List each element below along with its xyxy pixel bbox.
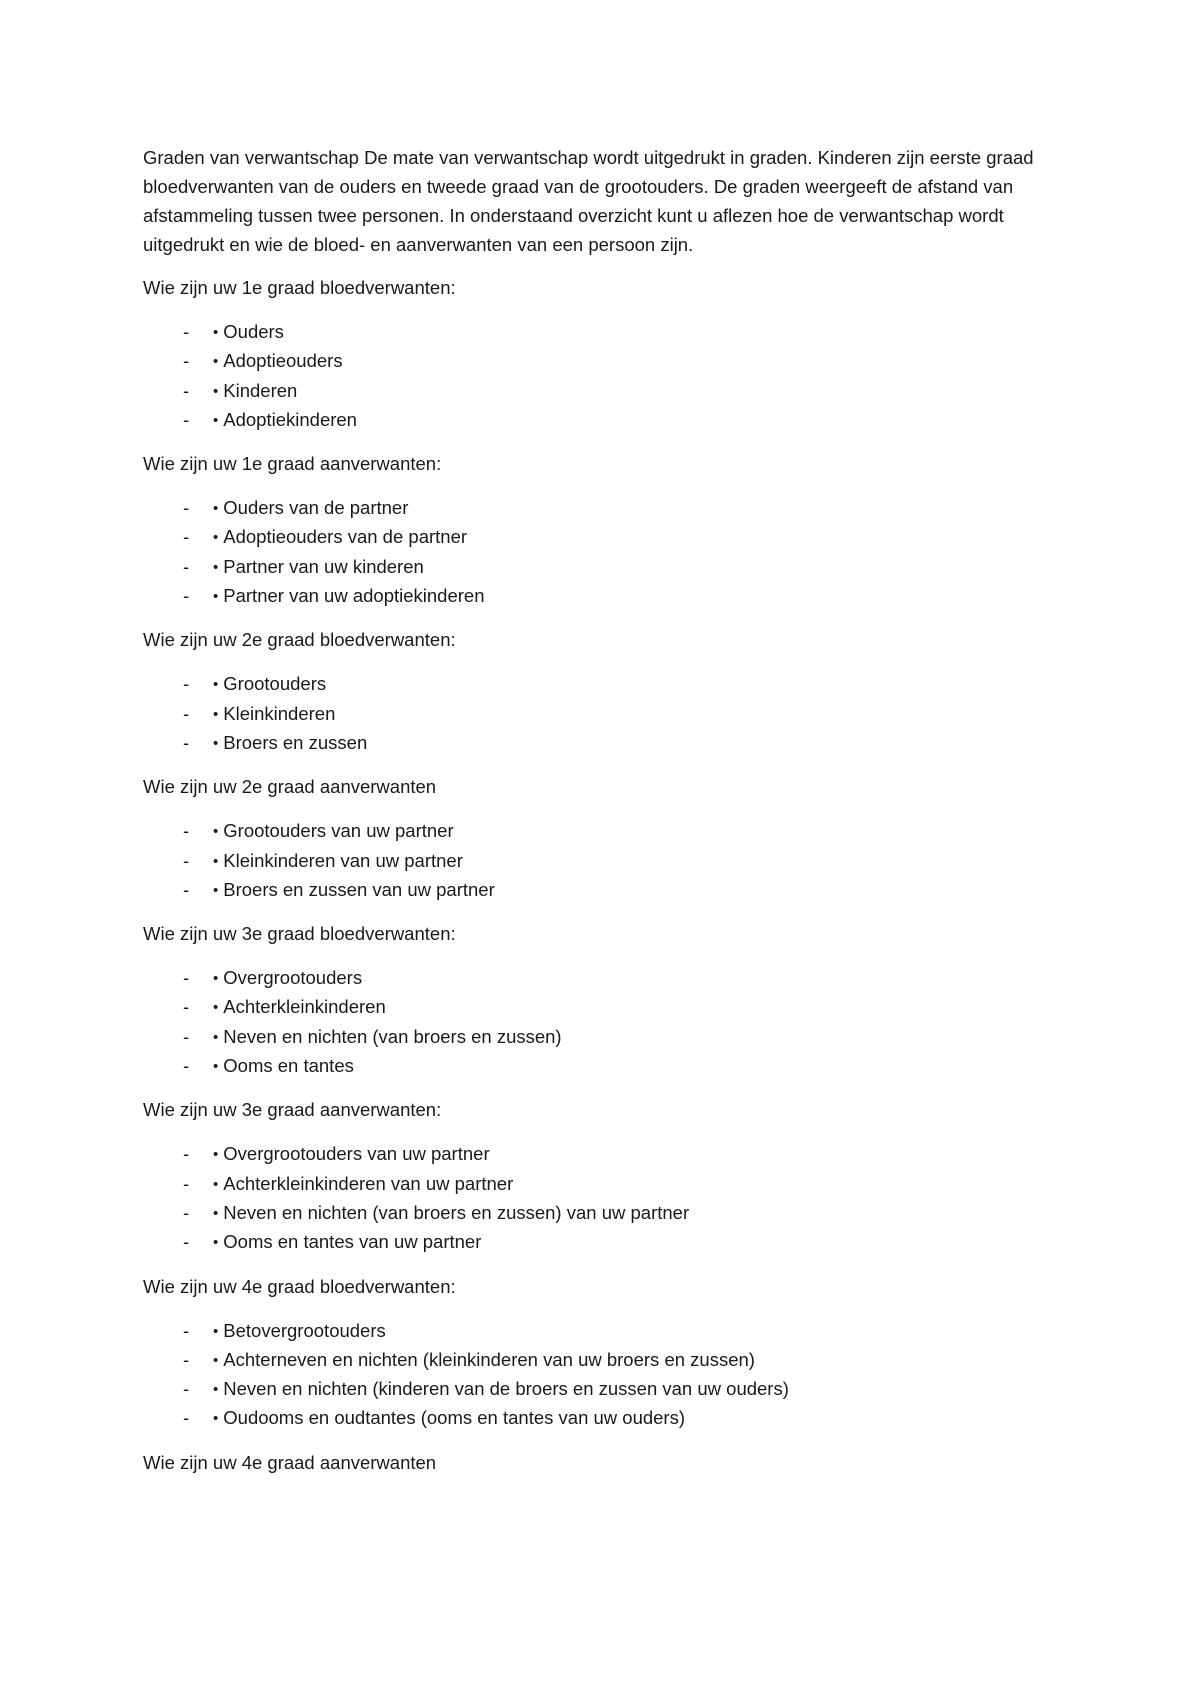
bullet-list bbox=[143, 1316, 1063, 1433]
list-item bbox=[143, 963, 1063, 992]
list-item bbox=[143, 493, 1063, 522]
bullet-icon: • bbox=[213, 1204, 219, 1222]
list-item bbox=[143, 728, 1063, 757]
list-item bbox=[143, 346, 1063, 375]
section-heading: Wie zijn uw 2e graad aanverwanten bbox=[143, 776, 437, 798]
bullet-icon: • bbox=[213, 676, 219, 694]
dash-marker: - bbox=[183, 408, 190, 430]
list-item-text: Grootouders van uw partner bbox=[223, 820, 454, 842]
bullet-icon: • bbox=[213, 1410, 219, 1428]
list-item bbox=[143, 1403, 1063, 1432]
bullet-list bbox=[143, 1139, 1063, 1256]
list-item bbox=[143, 1316, 1063, 1345]
bullet-icon: • bbox=[213, 1058, 219, 1076]
bullet-icon: • bbox=[213, 1381, 219, 1399]
list-item-text: Oudooms en oudtantes (ooms en tantes van uw ouders) bbox=[223, 1407, 686, 1429]
list-item-text: Neven en nichten (van broers en zussen) van uw partner bbox=[223, 1201, 690, 1223]
bullet-list bbox=[143, 963, 1063, 1080]
list-item bbox=[143, 699, 1063, 728]
bullet-icon: • bbox=[213, 382, 219, 400]
dash-marker: - bbox=[183, 673, 190, 695]
list-item bbox=[143, 1345, 1063, 1374]
list-item-text: Adoptiekinderen bbox=[223, 408, 357, 430]
dash-marker: - bbox=[183, 1231, 190, 1253]
list-item-text: Broers en zussen van uw partner bbox=[223, 878, 495, 900]
dash-marker: - bbox=[183, 1025, 190, 1047]
dash-marker: - bbox=[183, 1055, 190, 1077]
dash-marker: - bbox=[183, 820, 190, 842]
bullet-icon: • bbox=[213, 500, 219, 518]
bullet-list bbox=[143, 669, 1063, 757]
dash-marker: - bbox=[183, 996, 190, 1018]
bullet-icon: • bbox=[213, 588, 219, 606]
dash-marker: - bbox=[183, 1348, 190, 1370]
dash-marker: - bbox=[183, 1201, 190, 1223]
dash-marker: - bbox=[183, 731, 190, 753]
bullet-list bbox=[143, 493, 1063, 610]
dash-marker: - bbox=[183, 1143, 190, 1165]
bullet-icon: • bbox=[213, 1146, 219, 1164]
list-item-text: Partner van uw adoptiekinderen bbox=[223, 585, 485, 607]
list-item-text: Achterneven en nichten (kleinkinderen van uw broers en zussen) bbox=[223, 1348, 755, 1370]
dash-marker: - bbox=[183, 1378, 190, 1400]
list-item bbox=[143, 1169, 1063, 1198]
section-heading: Wie zijn uw 1e graad aanverwanten: bbox=[143, 453, 442, 475]
list-item bbox=[143, 1198, 1063, 1227]
section-heading: Wie zijn uw 4e graad bloedverwanten: bbox=[143, 1275, 456, 1297]
intro-paragraph: Graden van verwantschap De mate van verwantschap wordt uitgedrukt in graden. Kinderen zijn eerste graad bloedverwanten van de ouders en tweede graad van de grootouders. De graden weergeeft de afstand van afstammeling tussen twee personen. In onderstaand overzicht kunt u aflezen hoe de verwantschap wordt uitgedrukt en wie de bloed- en aanverwanten van een persoon zijn. bbox=[143, 147, 1034, 255]
list-item bbox=[143, 1227, 1063, 1256]
bullet-icon: • bbox=[213, 1351, 219, 1369]
list-item bbox=[143, 1139, 1063, 1168]
list-item bbox=[143, 581, 1063, 610]
list-item-text: Neven en nichten (van broers en zussen) bbox=[223, 1025, 562, 1047]
list-item-text: Ooms en tantes bbox=[223, 1055, 354, 1077]
section-heading: Wie zijn uw 4e graad aanverwanten bbox=[143, 1451, 437, 1473]
list-item-text: Neven en nichten (kinderen van de broers en zussen van uw ouders) bbox=[223, 1378, 789, 1400]
list-item-text: Overgrootouders van uw partner bbox=[223, 1143, 490, 1165]
sections-container bbox=[143, 275, 1063, 1476]
list-item-text: Kinderen bbox=[223, 379, 298, 401]
list-item bbox=[143, 1022, 1063, 1051]
bullet-list bbox=[143, 317, 1063, 434]
bullet-icon: • bbox=[213, 970, 219, 988]
list-item-text: Partner van uw kinderen bbox=[223, 555, 424, 577]
dash-marker: - bbox=[183, 967, 190, 989]
dash-marker: - bbox=[183, 497, 190, 519]
list-item bbox=[143, 376, 1063, 405]
list-item bbox=[143, 405, 1063, 434]
dash-marker: - bbox=[183, 849, 190, 871]
list-item-text: Betovergrootouders bbox=[223, 1319, 386, 1341]
bullet-icon: • bbox=[213, 705, 219, 723]
dash-marker: - bbox=[183, 350, 190, 372]
dash-marker: - bbox=[183, 585, 190, 607]
dash-marker: - bbox=[183, 526, 190, 548]
dash-marker: - bbox=[183, 555, 190, 577]
list-item-text: Achterkleinkinderen van uw partner bbox=[223, 1172, 514, 1194]
bullet-icon: • bbox=[213, 734, 219, 752]
bullet-icon: • bbox=[213, 1175, 219, 1193]
bullet-icon: • bbox=[213, 324, 219, 341]
bullet-list bbox=[143, 816, 1063, 904]
bullet-icon: • bbox=[213, 1028, 219, 1046]
dash-marker: - bbox=[183, 702, 190, 724]
section-heading: Wie zijn uw 2e graad bloedverwanten: bbox=[143, 629, 456, 651]
dash-marker: - bbox=[183, 321, 190, 342]
bullet-icon: • bbox=[213, 411, 219, 429]
bullet-icon: • bbox=[213, 1322, 219, 1340]
list-item-text: Ouders van de partner bbox=[223, 497, 409, 519]
list-item bbox=[143, 1374, 1063, 1403]
list-item-text: Ouders bbox=[223, 321, 284, 342]
dash-marker: - bbox=[183, 1172, 190, 1194]
bullet-icon: • bbox=[213, 353, 219, 371]
dash-marker: - bbox=[183, 1407, 190, 1429]
list-item bbox=[143, 875, 1063, 904]
list-item bbox=[143, 1051, 1063, 1080]
list-item bbox=[143, 669, 1063, 698]
section-heading: Wie zijn uw 3e graad aanverwanten: bbox=[143, 1099, 442, 1121]
list-item-text: Adoptieouders bbox=[223, 350, 343, 372]
list-item-text: Overgrootouders bbox=[223, 967, 363, 989]
document-page bbox=[143, 143, 1063, 1492]
list-item-text: Broers en zussen bbox=[223, 731, 368, 753]
list-item-text: Adoptieouders van de partner bbox=[223, 526, 468, 548]
list-item-text: Grootouders bbox=[223, 673, 327, 695]
list-item bbox=[143, 992, 1063, 1021]
section-heading: Wie zijn uw 3e graad bloedverwanten: bbox=[143, 923, 456, 945]
bullet-icon: • bbox=[213, 1234, 219, 1252]
dash-marker: - bbox=[183, 878, 190, 900]
dash-marker: - bbox=[183, 1319, 190, 1341]
bullet-icon: • bbox=[213, 558, 219, 576]
section-heading: Wie zijn uw 1e graad bloedverwanten: bbox=[143, 277, 456, 298]
list-item bbox=[143, 846, 1063, 875]
bullet-icon: • bbox=[213, 823, 219, 841]
dash-marker: - bbox=[183, 379, 190, 401]
bullet-icon: • bbox=[213, 881, 219, 899]
bullet-icon: • bbox=[213, 852, 219, 870]
bullet-icon: • bbox=[213, 529, 219, 547]
bullet-icon: • bbox=[213, 999, 219, 1017]
list-item-text: Achterkleinkinderen bbox=[223, 996, 386, 1018]
list-item-text: Ooms en tantes van uw partner bbox=[223, 1231, 482, 1253]
list-item bbox=[143, 317, 1063, 346]
list-item bbox=[143, 522, 1063, 551]
list-item-text: Kleinkinderen bbox=[223, 702, 336, 724]
list-item bbox=[143, 552, 1063, 581]
list-item-text: Kleinkinderen van uw partner bbox=[223, 849, 463, 871]
list-item bbox=[143, 816, 1063, 845]
